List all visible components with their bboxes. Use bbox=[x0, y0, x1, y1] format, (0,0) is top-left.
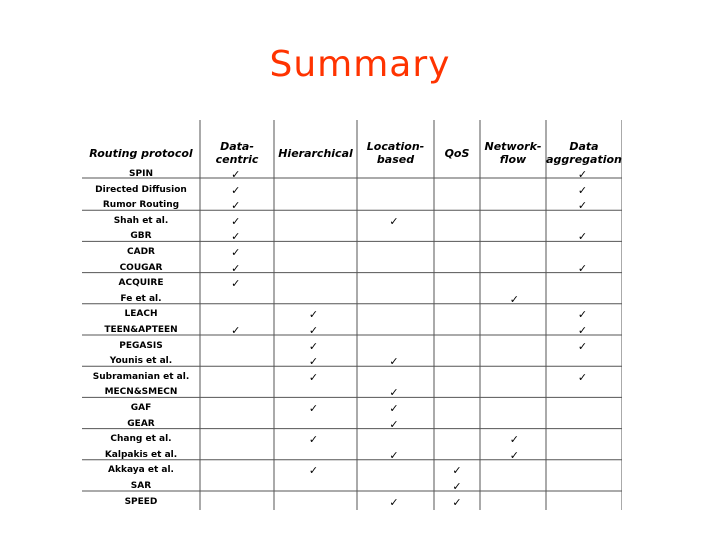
check-mark-icon: ✓ bbox=[577, 339, 588, 353]
column-header: Location- based bbox=[366, 140, 425, 166]
protocol-name: Rumor Routing bbox=[102, 200, 180, 211]
check-mark-icon: ✓ bbox=[231, 324, 241, 337]
slide-title: Summary bbox=[269, 44, 451, 85]
check-mark-icon: ✓ bbox=[231, 230, 241, 244]
check-mark-icon: ✓ bbox=[308, 370, 319, 384]
check-mark-icon: ✓ bbox=[509, 433, 519, 447]
protocol-name: Shah et al. bbox=[113, 215, 169, 226]
protocol-name: Younis et al. bbox=[109, 356, 173, 367]
check-mark-icon: ✓ bbox=[389, 355, 399, 369]
protocol-name: ACQUIRE bbox=[118, 278, 164, 289]
check-mark-icon: ✓ bbox=[389, 417, 399, 431]
column-header: QoS bbox=[444, 146, 470, 160]
check-mark-icon: ✓ bbox=[308, 324, 319, 337]
check-mark-icon: ✓ bbox=[389, 386, 399, 400]
check-mark-icon: ✓ bbox=[308, 433, 319, 447]
check-mark-icon: ✓ bbox=[308, 464, 319, 478]
check-mark-icon: ✓ bbox=[308, 402, 319, 415]
protocol-name: GBR bbox=[130, 231, 152, 242]
check-mark-icon: ✓ bbox=[231, 183, 241, 197]
check-mark-icon: ✓ bbox=[577, 199, 588, 213]
check-mark-icon: ✓ bbox=[509, 448, 519, 462]
check-mark-icon: ✓ bbox=[452, 495, 462, 509]
protocol-name: TEEN&APTEEN bbox=[104, 325, 178, 335]
protocol-name: PEGASIS bbox=[119, 340, 163, 351]
column-header: Data aggregation bbox=[546, 140, 622, 166]
check-mark-icon: ✓ bbox=[577, 308, 588, 322]
protocol-name: Fe et al. bbox=[120, 293, 162, 304]
check-mark-icon: ✓ bbox=[231, 168, 241, 181]
protocol-name: SPIN bbox=[129, 169, 153, 179]
check-mark-icon: ✓ bbox=[577, 324, 588, 337]
protocol-name: CADR bbox=[127, 247, 155, 257]
check-mark-icon: ✓ bbox=[231, 277, 241, 291]
check-mark-icon: ✓ bbox=[577, 370, 588, 384]
protocol-name: Kalpakis et al. bbox=[104, 449, 178, 460]
check-mark-icon: ✓ bbox=[308, 339, 319, 353]
check-mark-icon: ✓ bbox=[452, 464, 462, 478]
check-mark-icon: ✓ bbox=[577, 183, 588, 197]
protocol-name: LEACH bbox=[124, 309, 158, 320]
protocol-name: Chang et al. bbox=[110, 434, 172, 445]
protocol-name: Subramanian et al. bbox=[92, 371, 190, 382]
check-mark-icon: ✓ bbox=[577, 168, 588, 181]
protocol-name: SAR bbox=[130, 481, 152, 491]
check-mark-icon: ✓ bbox=[308, 308, 319, 322]
protocol-name: Directed Diffusion bbox=[95, 184, 187, 195]
check-mark-icon: ✓ bbox=[389, 402, 399, 415]
protocol-name: SPEED bbox=[124, 496, 158, 507]
check-mark-icon: ✓ bbox=[452, 480, 462, 493]
column-header: Routing protocol bbox=[89, 146, 193, 160]
check-mark-icon: ✓ bbox=[577, 261, 588, 275]
check-mark-icon: ✓ bbox=[231, 261, 241, 275]
check-mark-icon: ✓ bbox=[577, 230, 588, 244]
check-mark-icon: ✓ bbox=[308, 355, 319, 369]
protocol-name: GEAR bbox=[127, 418, 155, 429]
protocol-name: GAF bbox=[130, 403, 152, 413]
check-mark-icon: ✓ bbox=[389, 495, 399, 509]
check-mark-icon: ✓ bbox=[231, 214, 241, 228]
protocol-name: MECN&SMECN bbox=[104, 387, 178, 398]
protocol-comparison-table bbox=[82, 120, 622, 510]
protocol-name: COUGAR bbox=[119, 262, 163, 273]
check-mark-icon: ✓ bbox=[231, 246, 241, 259]
check-mark-icon: ✓ bbox=[231, 199, 241, 213]
column-header: Data- centric bbox=[215, 140, 259, 166]
check-mark-icon: ✓ bbox=[389, 214, 399, 228]
column-header: Hierarchical bbox=[278, 146, 353, 160]
protocol-name: Akkaya et al. bbox=[108, 465, 174, 476]
check-mark-icon: ✓ bbox=[509, 292, 519, 306]
column-header: Network- flow bbox=[484, 140, 542, 166]
check-mark-icon: ✓ bbox=[389, 448, 399, 462]
